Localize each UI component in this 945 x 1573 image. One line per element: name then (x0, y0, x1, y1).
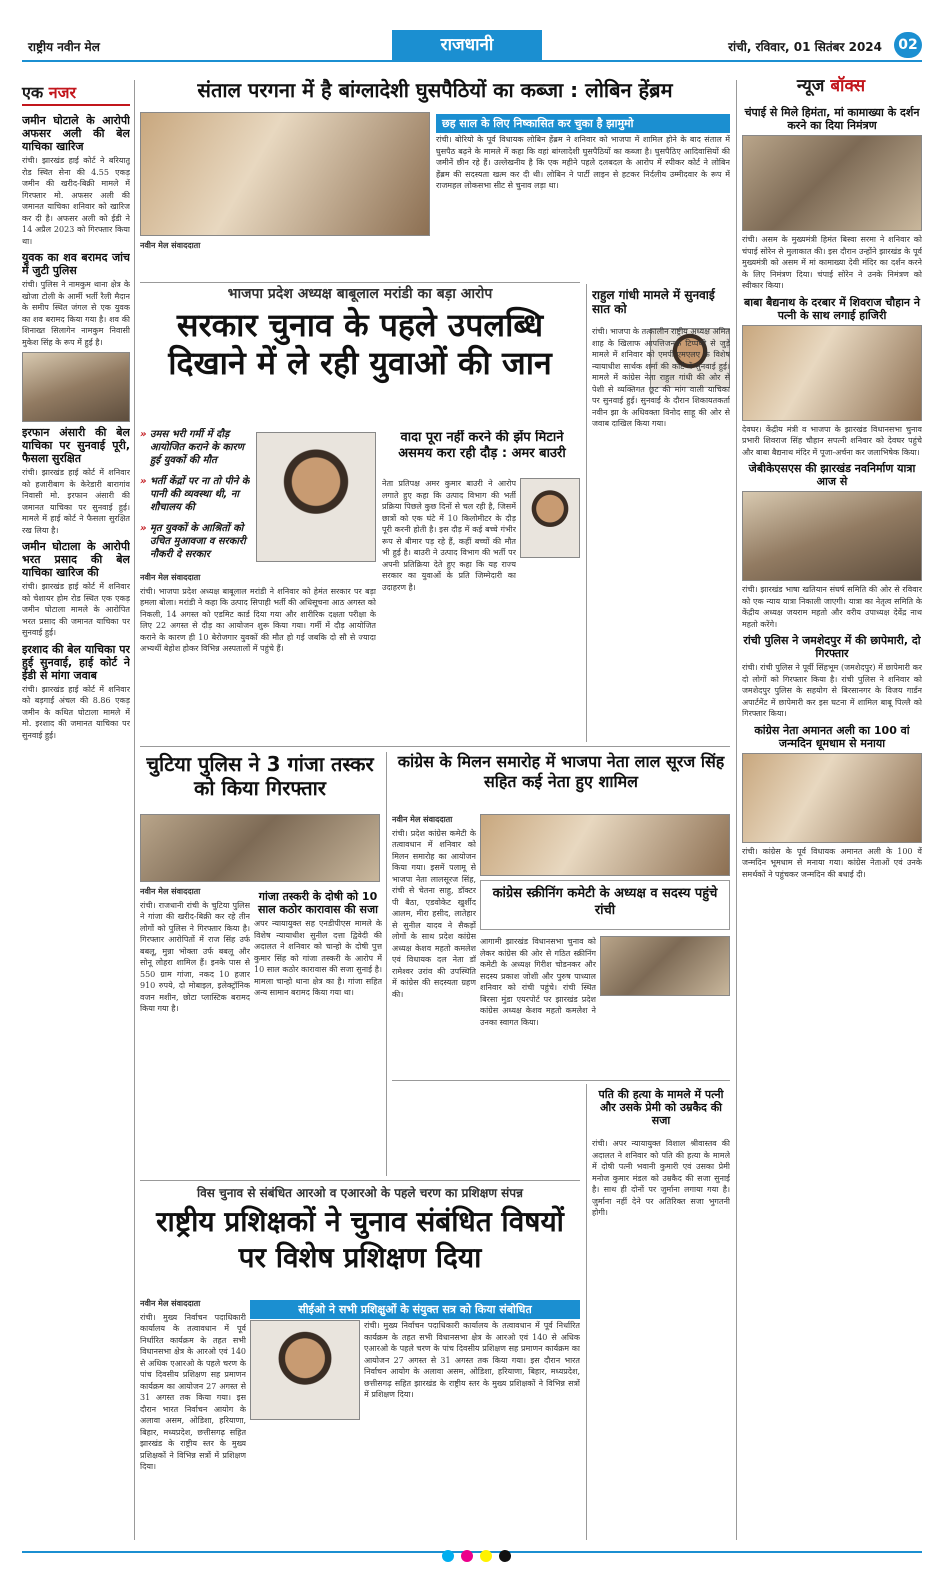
marandi-photo (256, 432, 376, 562)
ek-nazar-label-b: नजर (48, 83, 77, 102)
rahul-body-box (592, 326, 730, 742)
nazar-item-title: इरफान अंसारी की बेल याचिका पर सुनवाई पूरी, फैसला सुरक्षित (22, 426, 130, 465)
page-number: 02 (894, 32, 922, 58)
santal-headline: संताल परगना में है बांग्लादेशी घुसपैठियों का कब्जा : लोबिन हेंब्रम (197, 78, 673, 102)
masthead (22, 30, 922, 62)
news-box-item-title: बाबा बैद्यनाथ के दरबार में शिवराज चौहान ने पत्नी के साथ लगाई हाजिरी (744, 295, 920, 322)
santal-headline-box (140, 78, 730, 110)
marandi-kicker-box (140, 284, 580, 304)
training-byline: नवीन मेल संवाददाता (140, 1299, 201, 1308)
training-kicker: विस चुनाव से संबंधित आरओ व एआरओ के पहले चरण का प्रशिक्षण संपन्न (197, 1186, 523, 1200)
black-mark-icon (499, 1550, 511, 1562)
ganja-story (254, 886, 382, 1176)
santal-body: रांची। बोरियो के पूर्व विधायक लोबिन हेंब्रम ने शनिवार को भाजपा में शामिल होने के बाद संताल में घुसपैठ बढ़ने के मामले में कहा कि वहां बांग्लादेशी घुसपैठियों का कब्जा है। घुसपैठिए आदिवासियों की जमीनें छीन रहे हैं। उल्लेखनीय है कि एक महीने पहले दलबदल के आरोप में स्पीकर कोर्ट ने लोबिन हेंब्रम की सदस्यता खत्म कर दी थी। लोबिन ने पार्टी लाइन से हटकर निर्दलीय उम्मीदवार के रूप में राजमहल लोकसभा सीट से चुनाव लड़ा था। (436, 135, 730, 190)
marandi-bullet: » मृत युवकों के आश्रितों को उचित मुआवजा व सरकारी नौकरी दे सरकार (140, 522, 250, 561)
news-box-label-a: न्यूज (796, 76, 825, 96)
news-box-item-body: रांची। कांग्रेस के पूर्व विधायक अमानत अली के 100 वें जन्मदिन भूमधाम से मनाया गया। कांग्रेस नेताओं एवं उनके समर्थकों ने पहुंचकर जन्मदिन की बधाई दी। (742, 846, 922, 879)
news-box-label-b: बॉक्स (830, 76, 866, 96)
congress-body-box (392, 814, 476, 1076)
rahul-body: रांची। भाजपा के तत्कालीन राष्ट्रीय अध्यक्ष अमित शाह के खिलाफ आपत्तिजनक टिप्पणी से जुड़े मामले में शनिवार को एमपी-एमएलए के विशेष न्यायाधीश सार्थक शर्मा की कोर्ट में सुनवाई हुई। मामले में कांग्रेस नेता राहुल गांधी की ओर से पेशी से व्यक्तिगत छूट की मांग वाली याचिका पर सुनवाई हुई। सुनवाई के दौरान शिकायतकर्ता नवीन झा के अधिवक्ता विनोद साहू की ओर से जवाब दाखिल किया गया। (592, 327, 730, 428)
training-headline-box (140, 1204, 580, 1294)
column-rule (736, 80, 737, 1540)
section-rule (140, 1180, 580, 1181)
ganja-headline: गांजा तस्करी के दोषी को 10 साल कठोर कारावास की सजा (257, 890, 379, 916)
news-box-item-title: जेबीकेएसएस की झारखंड नवनिर्माण यात्रा आज से (748, 462, 916, 488)
nazar-item-title: जमीन घोटाला के आरोपी भरत प्रसाद की बेल याचिका खारिज की (22, 540, 130, 579)
news-box-item-body: रांची। असम के मुख्यमंत्री हिमंत बिस्वा सरमा ने शनिवार को चंपाई सोरेन से मुलाकात की। इस दौरान उन्होंने झारखंड के पूर्व मुख्यमंत्री को असम में मां कामाख्या देवी मंदिर का दर्शन करने के लिए निमंत्रण दिया। चंपाई सोरेन ने उनके निमंत्रण को स्वीकार किया। (742, 235, 922, 290)
news-box-item-body: देवघर। केंद्रीय मंत्री व भाजपा के झारखंड विधानसभा चुनाव प्रभारी शिवराज सिंह चौहान सपत्नी शनिवार को देवघर पहुंचे और बाबा बैद्यनाथ मंदिर में पूजा-अर्चना कर जलाभिषेक किया। (742, 424, 922, 457)
marandi-headline: सरकार चुनाव के पहले उपलब्धि दिखाने में ले रही युवाओं की जान (168, 306, 552, 382)
nazar-item (22, 426, 130, 536)
santal-body-top (436, 134, 730, 238)
training-body-continued: रांची। मुख्य निर्वाचन पदाधिकारी कार्यालय के तत्वावधान में पूर्व निर्धारित कार्यक्रम के तहत सभी विधानसभा क्षेत्र के आरओ एवं 140 से अधिक एआरओ के पहले चरण के पांच दिवसीय प्रशिक्षण सह प्रमाणन कार्यक्रम का आयोजन 27 अगस्त से 31 अगस्त तक किया गया। इस दौरान भारत निर्वाचन आयोग के अलावा असम, ओडिशा, हरियाणा, बिहार, मध्यप्रदेश, छत्तीसगढ़ सहित झारखंड के राष्ट्रीय स्तर के मुख्य प्रशिक्षकों ने विभिन्न सत्रों में प्रशिक्षण दिया। (364, 1321, 580, 1399)
news-box-item-title: कांग्रेस नेता अमानत अली का 100 वां जन्मदिन धूमधाम से मनाया (754, 723, 910, 750)
screening-body: आगामी झारखंड विधानसभा चुनाव को लेकर कांग्रेस की ओर से गठित स्क्रीनिंग कमेटी के अध्यक्ष गिरीश चोडनकर और सदस्य प्रकाश जोशी और पुरुष पाध्याल शनिवार को रांची पहुंचे। रांची स्थित बिरसा मुंडा एयरपोर्ट पर झारखंड प्रदेश कांग्रेस अध्यक्ष केशव महतो कमलेश ने उनका स्वागत किया। (480, 937, 596, 1027)
training-kicker-box (140, 1184, 580, 1202)
news-box-item (742, 296, 922, 459)
congress-body: रांची। प्रदेश कांग्रेस कमेटी के तत्वावधान में शनिवार को मिलन समारोह का आयोजन किया गया। इसमें पलामू से भाजपा नेता लालसूरज सिंह, रांची से चेतना साहु, डॉक्टर पी बैठा, एडवोकेट खुर्शीद आलम, मीरा हसीद, लातेहार से सुनील यादव ने सैकड़ों लोगों के साथ प्रदेश कांग्रेस अध्यक्ष केशव महतो कमलेश एवं विधायक दल नेता डॉ रामेश्वर उरांव की उपस्थिति में कांग्रेस की सदस्यता ग्रहण की। (392, 828, 476, 999)
issue-date: रांची, रविवार, 01 सितंबर 2024 (728, 40, 882, 54)
news-box-item (742, 724, 922, 881)
section-rule (392, 1080, 730, 1081)
screening-headline: कांग्रेस स्क्रीनिंग कमेटी के अध्यक्ष व सदस्य पहुंचे रांची (492, 886, 718, 918)
marandi-headline-box (140, 306, 580, 424)
nazar-item-title: युवक का शव बरामद जांच में जुटी पुलिस (22, 251, 130, 277)
training-body-box (140, 1298, 246, 1538)
ganja-body: अपर न्यायायुक्त सह एनडीपीएस मामले के विशेष न्यायाधीश सुनील दत्ता द्विवेदी की अदालत ने शनिवार को चान्हो के दोषी पुत्त कुमार सिंह को गांजा तस्करी के आरोप में 10 साल कठोर कारावास की सजा सुनाई है। मामला चान्हो थाना क्षेत्र का है। गांजा सहित अन्य सामान बरामद किया गया था। (254, 919, 382, 997)
santal-byline: नवीन मेल संवाददाता (140, 241, 201, 250)
chutia-headline: चुटिया पुलिस ने 3 गांजा तस्कर को किया गिरफ्तार (146, 752, 374, 800)
news-box-photo (742, 491, 922, 581)
cyan-mark-icon (442, 1550, 454, 1562)
marandi-body-box (140, 572, 376, 742)
baouri-headline-box (382, 430, 582, 474)
rahul-headline: राहुल गांधी मामले में सुनवाई सात को (592, 288, 715, 316)
ek-nazar-label (22, 82, 130, 106)
news-box-item (742, 462, 922, 630)
pati-body: रांची। अपर न्यायायुक्त विशाल श्रीवास्तव की अदालत ने शनिवार को पति की हत्या के मामले में दोषी पत्नी भवानी कुमारी एवं उसका प्रेमी मनोज कुमार मंडल को उम्रकैद की सजा सुनाई है। साथ ही दोनों पर जुर्माना लगाया गया है। जुर्माना नहीं देने पर अतिरिक्त सजा भुगतनी होगी। (592, 1139, 730, 1217)
chutia-headline-box (140, 752, 380, 812)
news-box-item (742, 634, 922, 720)
column-rule (134, 80, 135, 1540)
news-box-column (742, 102, 922, 1538)
pati-headline: पति की हत्या के मामले में पत्नी और उसके प्रेमी को उम्रकैद की सजा (598, 1088, 724, 1127)
column-rule (386, 752, 387, 1176)
baouri-body-box (382, 478, 516, 742)
training-body: रांची। मुख्य निर्वाचन पदाधिकारी कार्यालय के तत्वावधान में पूर्व निर्धारित कार्यक्रम के तहत सभी विधानसभा क्षेत्र के आरओ एवं 140 से अधिक एआरओ के पहले चरण के पांच दिवसीय प्रशिक्षण सह प्रमाणन कार्यक्रम का आयोजन 27 अगस्त से 31 अगस्त तक किया गया। इस दौरान भारत निर्वाचन आयोग के अलावा असम, ओडिशा, हरियाणा, बिहार, मध्यप्रदेश, छत्तीसगढ़ सहित झारखंड के राष्ट्रीय स्तर के मुख्य प्रशिक्षकों ने विभिन्न सत्रों में प्रशिक्षण दिया। (140, 1312, 246, 1471)
nazar-item (22, 251, 130, 348)
congress-headline: कांग्रेस के मिलन समारोह में भाजपा नेता लाल सूरज सिंह सहित कई नेता हुए शामिल (397, 752, 725, 791)
news-box-item-title: चंपाई से मिले हिमंता, मां कामाख्या के दर्शन करने का दिया निमंत्रण (744, 106, 920, 132)
congress-headline-box (392, 752, 730, 810)
news-box-photo (742, 325, 922, 421)
training-headline: राष्ट्रीय प्रशिक्षकों ने चुनाव संबंधित विषयों पर विशेष प्रशिक्षण दिया (156, 1205, 564, 1274)
nazar-item (22, 114, 130, 247)
yellow-mark-icon (480, 1550, 492, 1562)
news-box-item-title: रांची पुलिस ने जमशेदपुर में की छापेमारी, दो गिरफ्तार (743, 634, 921, 660)
paper-name: राष्ट्रीय नवीन मेल (28, 40, 100, 54)
news-box-item-body: रांची। झारखंड भाषा खतियान संघर्ष समिति की ओर से रविवार को एक न्याय यात्रा निकाली जाएगी। यात्रा का नेतृत्व समिति के केंद्रीय अध्यक्ष जयराम महतो और वरीय उपाध्यक्ष देवेंद्र नाथ महतो करेंगे। (742, 585, 922, 629)
santal-photo (140, 112, 430, 236)
news-box-item-body: रांची। रांची पुलिस ने पूर्वी सिंहभूम (जमशेदपुर) में छापेमारी कर दो लोगों को गिरफ्तार किया है। रांची पुलिस ने शनिवार को जमशेदपुर पुलिस के सहयोग से बिरसानगर के विजय गार्डन अपार्टमेंट में छापेमारी कर इस घटना में शामिल बाबू पिल्लै को गिरफ्तार किया। (742, 663, 922, 718)
marandi-bullets (140, 428, 250, 568)
magenta-mark-icon (461, 1550, 473, 1562)
news-box-label (740, 73, 922, 99)
pati-headline-box (592, 1084, 730, 1136)
baouri-photo (520, 478, 580, 558)
santal-byline-box (140, 240, 730, 280)
news-box-photo (742, 753, 922, 843)
screening-headline-box (480, 880, 730, 930)
ek-nazar-column (22, 110, 130, 1540)
section-rule (140, 746, 730, 747)
congress-byline: नवीन मेल संवाददाता (392, 815, 453, 824)
chutia-body-box (140, 886, 250, 1176)
nazar-item-body: रांची। झारखंड हाई कोर्ट में शनिवार को बड़गाईं अंचल की 8.86 एकड़ जमीन के कथित घोटाला मामले में मो. इरशाद की जमानत याचिका पर सुनवाई हुई। (22, 684, 130, 740)
baouri-headline: वादा पूरा नहीं करने की झेंप मिटाने असमय करा रही दौड़ : अमर बाउरी (398, 430, 566, 461)
nazar-item-body: रांची। झारखंड हाई कोर्ट में शनिवार को चेशायर होम रोड स्थित एक एकड़ जमीन घोटाला मामले के आरोपित भरत प्रसाद की जमानत याचिका पर सुनवाई हुई। (22, 582, 130, 637)
marandi-body: रांची। भाजपा प्रदेश अध्यक्ष बाबूलाल मरांडी ने शनिवार को हेमंत सरकार पर बड़ा हमला बोला। मरांडी ने कहा कि उत्पाद सिपाही भर्ती की अधिसूचना आठ अगस्त को निकली, 14 अगस्त को एडमिट कार्ड दिया गया और शारीरिक दक्षता परीक्षा के लिए 22 अगस्त से दौड़ का आयोजन शुरू किया गया। गर्मी में दौड़ आयोजित कराने के कारण ही 10 बेरोजगार युवकों की मौत हो गई जबकि दो सौ से ज्यादा अभ्यर्थी बेहोश होकर विभिन्न अस्पतालों में पहुंचे हैं। (140, 586, 376, 653)
nazar-item-title: जमीन घोटाले के आरोपी अफसर अली की बेल याचिका खारिज (22, 114, 130, 153)
screening-body-box (480, 936, 596, 1076)
training-photo (250, 1320, 360, 1420)
chutia-body: रांची। राजधानी रांची के चुटिया पुलिस ने गांजा की खरीद-बिक्री कर रहे तीन लोगों को पुलिस ने गिरफ्तार किया है। गिरफ्तार आरोपितों में राज सिंह उर्फ बबलू, मुन्ना भोक्ता उर्फ बबलू और सोनू लोहरा शामिल हैं। इनके पास से 550 ग्राम गांजा, नकद 10 हजार 910 रुपये, दो मोबाइल, इलेक्ट्रॉनिक वजन मशीन, छोटा प्लास्टिक बरामद किया गया है। (140, 900, 250, 1013)
rahul-headline-box (592, 284, 730, 324)
nazar-photo (22, 352, 130, 422)
section-rule (140, 282, 580, 283)
ek-nazar-label-a: एक (22, 83, 44, 102)
column-rule (586, 284, 587, 742)
screening-photo (600, 936, 730, 996)
santal-sub-band: छह साल के लिए निष्कासित कर चुका है झामुमो (436, 114, 730, 133)
training-sub-band: सीईओ ने सभी प्रशिक्षुओं के संयुक्त सत्र को किया संबोधित (250, 1300, 580, 1319)
print-registration-bar (22, 1545, 922, 1559)
nazar-item-title: इरशाद की बेल याचिका पर हुई सुनवाई, हाई कोर्ट ने ईडी से मांगा जवाब (22, 642, 130, 682)
nazar-item-body: रांची। झारखंड हाई कोर्ट ने बरियातू रोड स्थित सेना की 4.55 एकड़ जमीन की खरीद-बिक्री मामले में गिरफ्तार मो. अफसर अली की जमानत याचिका शनिवार को खारिज कर दी है। अफसर अली को ईडी ने 14 अप्रैल 2023 को गिरफ्तार किया था। (22, 156, 130, 246)
chutia-byline: नवीन मेल संवाददाता (140, 887, 201, 896)
congress-photo (480, 814, 730, 876)
news-box-photo (742, 135, 922, 231)
column-rule (586, 1084, 587, 1540)
nazar-item (22, 540, 130, 639)
section-title: राजधानी (392, 30, 542, 60)
news-box-item (742, 106, 922, 292)
marandi-kicker: भाजपा प्रदेश अध्यक्ष बाबूलाल मरांडी का बड़ा आरोप (227, 286, 493, 302)
nazar-item-body: रांची। पुलिस ने नामकुम थाना क्षेत्र के खोजा टोली के आर्मी भर्ती रैली मैदान के समीप स्थित जंगल से एक युवक का शव बरामद किया गया है। शव की शिनाख्त सिलागेन नामकुम निवासी मुकेश सिंह के रूप में हुई है। (22, 280, 130, 347)
baouri-body: नेता प्रतिपक्ष अमर कुमार बाउरी ने आरोप लगाते हुए कहा कि उत्पाद विभाग की भर्ती प्रक्रिया पिछले कुछ दिनों से चल रही है, जिसमें छात्रों को एक घंटे में 10 किलोमीटर के दौड़ पूरी करनी होती है। इस दौड़ में कई बच्चे गंभीर रूप से बीमार पड़ रहे हैं, कहीं बच्चों की मौत भी हुई है। बाउरी ने उत्पाद विभाग की भर्ती पर अपनी प्रतिक्रिया देते हुए कहा कि यह राज्य सरकार का युवाओं के प्रति जिम्मेदारी का उदाहरण है। (382, 479, 516, 592)
marandi-byline: नवीन मेल संवाददाता (140, 573, 201, 582)
marandi-bullet: » भर्ती केंद्रों पर ना तो पीने के पानी की व्यवस्था थी, ना शौचालय की (140, 475, 250, 514)
nazar-item-body: रांची। झारखंड हाई कोर्ट में शनिवार को हजारीबाग के केरेडारी बारागांव निवासी मो. इरफान अंसारी की जमानत याचिका पर सुनवाई हुई। मामले में हाई कोर्ट ने फैसला सुरक्षित रख लिया है। (22, 468, 130, 535)
nazar-item (22, 643, 130, 742)
pati-body-box (592, 1138, 730, 1538)
color-registration-marks (442, 1545, 513, 1564)
marandi-bullet: » उमस भरी गर्मी में दौड़ आयोजित कराने के कारण हुई युवकों की मौत (140, 428, 250, 467)
chutia-photo (140, 814, 380, 882)
training-extra (364, 1320, 580, 1538)
